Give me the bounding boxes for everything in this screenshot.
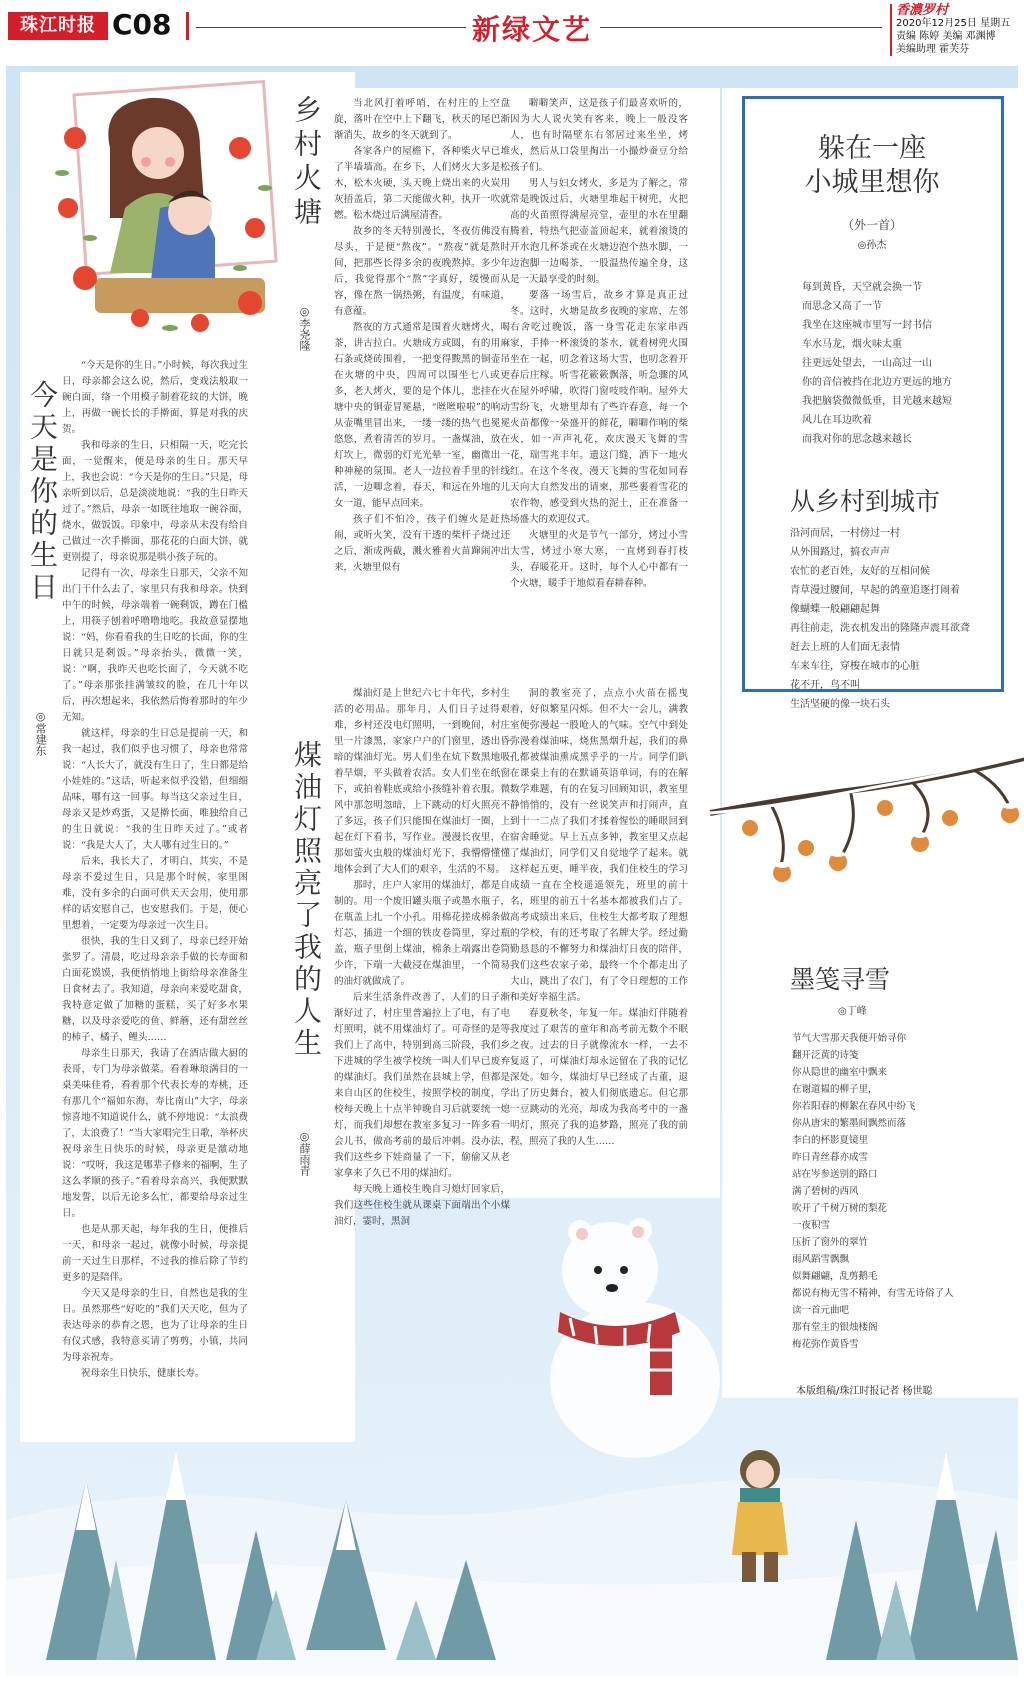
poem-line: 而我对你的思念越来越长: [802, 434, 912, 445]
article-three-column-two: [510, 686, 688, 1214]
article-paragraph: 记得有一次，母亲生日那天，父亲不知出门干什么去了，家里只有我和母亲。快到中午的时候，母亲端着一碗剩饭，蹲在门槛上，用筷子刨着呼噜噜地吃。我故意显摆地说：“妈，你看看我的生日吃的长面，你的生日就只是剩饭。”母亲抬头，微微一笑，说：“啊，我昨天也吃长面了，今天就不吃了。”母亲那张挂满皱纹的脸，在几十年以后，再次想起来，我依然后悔着那时的年少无知。: [62, 568, 248, 723]
poem-three-author: ◎丁峰: [838, 1006, 867, 1017]
article-one-body: [62, 358, 248, 1424]
article-three-column-one: [334, 686, 510, 1310]
poem-one-subtitle: （外一首）: [841, 218, 902, 232]
poem-line: 昨日青丝暮亦成雪: [792, 1152, 869, 1163]
article-paragraph: 要落一场雪后，故乡才算是真正过冬。这时，火塘是故乡夜晚的家席，左邻右舍吃过晚饭，落一身雪花走东家串西家，手捧一杯滚烫的茶水，就着树兜火围坐在一起，叨念着这场大雪，也叨念着开春后庄稼。听雪花簌簌飘落，听急骤的风在屋外呼啸，吹得门窗吱吱作响。屋外大雪纷飞，火塘里却有了些许春意，每一个火苗都像一朵盛开的鲜花，噼噼作响的柴火，如一声声礼花，欢庆漫天飞舞的雪花，瑞雪兆丰年。遗这门缝，洒下一地火红。在这个冬夜，漫天飞舞的雪花如同春天向大自然发出的请柬，那些裹着雪花的农作物，感受到火热的泥土，正在准备一场盛大的欢迎仪式。: [510, 290, 688, 525]
poem-line: 雨风蹈雪飘飘: [792, 1254, 850, 1265]
article-paragraph: 火塘里的火是节气一部分，烤过小雪大雪，烤过小寒大寒，一直烤到春打枝头，春暖花开。这时，每个人心中都有一个火塘，暖手于地似看春耕春种。: [510, 530, 688, 589]
poem-two-body: [790, 524, 990, 714]
poem-line: 你若阳春的柳絮在春风中纷飞: [792, 1101, 916, 1112]
poem-line: 生活坚硬的像一块石头: [790, 699, 890, 710]
article-paragraph: 很快，我的生日又到了，母亲已经开始张罗了。清晨，吃过母亲亲手做的长寿面和白面花馍馍，我便悄悄地上街给母亲准备生日食材去了。我知道，母亲向来爱吃甜食，我特意定做了加糖的蛋糕，买了好多水果糖，以及母亲爱吃的鱼、鲜蘑，还有甜丝丝的柿子、橘子、鲤头……: [62, 936, 248, 1043]
poem-line: 都说有梅无雪不精神，有雪无诗俗了人: [792, 1288, 954, 1299]
poem-line: 往更远处望去，一山高过一山: [802, 358, 932, 369]
article-two-title: 乡村火塘: [290, 95, 323, 231]
article-paragraph: 后来生活条件改善了，人们的日子渐渐好过了，村庄里普遍拉上了电，有了电灯照明，就不用煤油灯了。可奇怪的是等我们上了高中，特别到高三阶段，我们乡下进城的学生被学校统一叫人们早已废弃的煤油灯。我们虽然在县城上学，但都是来自山区的住校生，按照学校的制度，学校每天晚上十点半钟晚自习后就要统一熄灯，而我们却想在教室多复习一阵多看一会儿书，做高考前的最后冲刺。没办法，我们这些乡下娃商量了一下，偷偷又从老家拿来了久已不用的煤油灯。: [334, 992, 510, 1179]
poem-line: 你从隐世的幽室中飘来: [792, 1067, 888, 1078]
mother-child-illustration: [40, 78, 290, 348]
poem-line: 我把脑袋微微低垂，目光越来越短: [802, 396, 952, 407]
article-paragraph: 也是从那天起，每年我的生日，便推后一天，和母亲一起过，就像小时候，母亲提前一天过生日那样，不过我的推后除了节约更多的是陪伴。: [62, 1224, 248, 1283]
article-two-author: ◎李尧隆: [298, 305, 311, 351]
article-one-title: 今天是你的生日: [26, 380, 59, 604]
editors-line: 责编 陈婷 美编 邓渊博: [896, 31, 996, 42]
meta-divider: [890, 4, 892, 56]
snowy-forest-illustration: [6, 1330, 1018, 1676]
article-paragraph: 母亲生日那天，我请了在酒店做大厨的表哥，专门为母亲做菜。看着琳琅满目的一桌美味佳肴，看着那个代表长寿的寿桃，还有那几个“福如东海，寿比南山”大字，母亲惊喜地不知道说什么，就不停地说：“太浪费了，太浪费了！”当大家唱完生日歌，举杯庆祝母亲生日快乐的时候，母亲更是激动地说：“哎呀，我这是哪辈子修来的福啊，生了这么孝顺的孩子。”看着母亲高兴，我便默默地发誓，以后无论多么忙，都要给母亲过生日。: [62, 1048, 248, 1219]
article-paragraph: 今天又是母亲的生日，自然也是我的生日。虽然那些“好吃的”我们天天吃，但为了表达母亲的恭育之恩，也为了让母亲的生日有仪式感，我特意买请了剪剪，小镇，共同为母亲祝寿。: [62, 1288, 248, 1363]
section-title: 新绿文艺: [471, 13, 592, 46]
poem-line: 一夜积雪: [792, 1220, 831, 1231]
page-number: C08: [112, 8, 172, 41]
poem-one-title: [752, 132, 992, 200]
poem-line: 那有堂主的银烛楼阁: [792, 1322, 878, 1333]
article-paragraph: 就这样，母亲的生日总是提前一天，和我一起过，我们似乎也习惯了，母亲也常常说：“人长大了，就没有生日了，生日都是给小娃娃的。”这话，听起来似乎没错，但细细品味，哪有这一回事。每当这父亲过生日，母亲又是炒鸡蛋，又是擀长面，唯独给自己的生日就说：“我的生日昨天过了。”或者说：“我是大人了，大人哪有过生日的。”: [62, 728, 248, 851]
article-paragraph: “今天是你的生日。”小时候，每次我过生日，母亲都会这么说，然后，变戏法般取一碗白面，络一个用模子制着花纹的大饼，晚上，再做一碗长长的手擀面，算是对我的庆贺。: [62, 360, 248, 435]
issue-meta: [896, 4, 1010, 56]
assistant-line: 美编助理 霍芙芬: [896, 44, 970, 55]
poem-line: 花不开，鸟不叫: [790, 680, 860, 691]
poem-line: 再往前走，洗衣机发出的隆隆声震耳欲聋: [790, 623, 970, 634]
poem-line: 沿河而居，一村傍过一村: [790, 528, 900, 539]
article-paragraph: 孩子们不怕冷，孩子们缠火是赶热闹，或听火笑，没有干透的柴杆子烧过还之后，渐成两截，溅火雅着火苗蹿闹冲出来，火塘里似有: [334, 514, 510, 573]
editor-credit: 本版组稿/珠江时报记者 杨世聪: [796, 1386, 933, 1397]
poem-line: 农忙的老百姓，友好的互相问候: [790, 566, 930, 577]
article-paragraph: 每天晚上通校生晚自习熄灯回家后，我们这些住校生就从课桌下面端出个小煤油灯，霎时，黑洞: [334, 1184, 510, 1227]
poem-two-title: 从乡村到城市: [790, 487, 941, 516]
article-paragraph: 祝母亲生日快乐，健康长寿。: [81, 1368, 205, 1379]
poem-line: 在谢道韫的柳子里，: [792, 1084, 878, 1095]
article-two-column-one: [334, 96, 510, 648]
poem-one-body: [802, 278, 992, 449]
poem-line: 每到黄昏，天空就会换一节: [802, 282, 922, 293]
poem-line: 我坐在这座城市里写一封书信: [802, 320, 932, 331]
poem-line: 风儿在耳边吹着: [802, 415, 872, 426]
article-three-title: 煤油灯照亮了我的人生: [290, 740, 323, 1060]
poem-line: 青草漫过腰间，早起的鸽童追逐打闹着: [790, 585, 960, 596]
article-one-author: ◎常建东: [34, 710, 47, 756]
article-paragraph: 男人与妇女烤火，多是为了解之，常常是晚饭过后，火塘里堆起干树兜，火把高的火苗照得满屋亮堂，壶里的水在里翻腾着，特热气把壶盖顶起来，就着滚烫的开水泡几杯茶或在火塘边泡个热水脚，一边泡脚一边喝茶，一股温热传遍全身，这是一天最享受的时刻。: [510, 178, 688, 285]
poem-three-body: [792, 1030, 1002, 1353]
poem-line: 站在岑参送别的路口: [792, 1169, 878, 1180]
poem-line: 满了碧树的西风: [792, 1186, 859, 1197]
poem-line: 吹开了千树万树的梨花: [792, 1203, 888, 1214]
poem-line: 车水马龙，烟火味太重: [802, 339, 902, 350]
article-paragraph: 各家各户的屋檐下，各种柴火早已堆了半墙墙高。在乡下，人们烤火大多是松木，松木火硬，头天晚上烧出来的火炭用灰捂盖后，第二天能做火种，执开一吹就燃。松木烧过后满屋清香。: [334, 146, 510, 221]
poem-one-title-line-two: 小城里想你: [804, 167, 940, 198]
brand-label: 香濃罗村: [896, 3, 949, 18]
poem-line: 李白的杯影夏镜里: [792, 1135, 869, 1146]
article-three-author: ◎薛雨青: [298, 1130, 311, 1176]
polar-bear-illustration: [540, 1200, 730, 1460]
poem-line: 而思念又高了一节: [802, 301, 882, 312]
article-paragraph: 我和母亲的生日，只相隔一天，吃完长面，一觉醒来，便是母亲的生日。那天早上，我也会说：“今天是你的生日。”只是，母亲听到以后，总是淡淡地说：“我的生日昨天过了。”然后，母亲一如既往地取一碗谷面，烧水，做饭饭。印象中，母亲从未没有给自己做过一次手擀面，那花花的白面大饼，就更别提了，母亲说那是哄小孩子玩的。: [62, 440, 248, 563]
article-paragraph: 当北风打着呼哨，在村庄的上空盘旋，落叶在空中上下翻飞，秋天的尾巴渐渐消失，故乡的冬天就到了。: [334, 98, 510, 141]
article-paragraph: 后来，我长大了，才明白，其实，不是母亲不爱过生日，只是那个时候，家里困难，没有多余的白面可供天天会用，使用那样的话安慰自己，也安慰我们。于是，便心里想着，一定要为母亲过一次生日。: [62, 856, 248, 931]
poem-line: 车来车往，穿梭在城市的心脏: [790, 661, 920, 672]
poem-line: 节气大雪那天我便开始寻你: [792, 1033, 907, 1044]
poem-three-title: 墨笺寻雪: [790, 965, 891, 994]
article-paragraph: 洞的教室亮了，点点小火苗在摇曳着，好似繁星闪烁。但不大一会儿，满教室便弥漫起一股呛人的气味。空气中到处弥漫着煤油味，烧焦黑烟升起，我们的鼻孔都被煤油熏成黑乎乎的一片。同学们趴在课桌上有的在默诵英语单词，有的在解数学难题，有的在复习回顾知识，教室里静悄悄的，没有一丝说笑声和打闹声，直到十一二点了我们才揉着惺忪的睡眼回到宿舍睡觉。早上五点多钟，教室里又点起了煤油灯，同学们又自觉地学了起来。就这样起五更，睡半夜，我们住校生的学习成绩一直在全校遥遥领先，班里的前十名，班里的前五十名基本都被我们占了。高考成绩出来后，住校生大都考取了理想的学校，有的还考取了名牌大学。经过勤勤恳恳的不懈努力和煤油灯日夜的陪伴，我们这些农家子弟，最终一个个都走出了大山，跳出了农门，有了令日理想的工作和美好幸福生活。: [510, 688, 688, 1003]
poem-line: 你从唐宋的繁墨间飘然而落: [792, 1118, 907, 1129]
poem-line: 你的音信被挡在北边方更远的地方: [802, 377, 952, 388]
article-paragraph: 那时，庄户人家用的煤油灯，都是自制的。用一个废旧罐头瓶子或墨水瓶子，在瓶盖上扎一个小孔。用棉花搓成棉条做灯芯，插进一个细的铁皮卷筒里，穿过瓶盖，瓶子里倒上煤油，棉条上端露出卷筒少许，下端一大截浸在煤油里，一个简易的油灯就做成了。: [334, 880, 510, 987]
article-paragraph: 煤油灯是上世纪六七十年代，乡村生活的必用品。那年月，人们日子过得艰难，乡村还没电灯照明，一到晚间，村庄里一片漆黑，家家户户的门窗里，透出昏暗的煤油灯光。男人们坐在炕下数黑地吸着旱烟，平头做着农活。女人们坐在纸窗下，或拍着鞋底或给小孩缝补着衣服。微风中那忽明忽暗，上下跳动的灯火照亮不了多远，孩子们只能围在煤油灯一圈，上起在灯下看书，写作业。漫漫长夜里，在那如萤火虫般的煤油灯光下，我懵懵懂懂地体会到了大人们的艰辛，生活的不易。: [334, 688, 510, 875]
article-paragraph: 噼噼笑声，这是孩子们最喜欢听的，因为大人说火笑有客来，晚上一般没客人，也有时隔壁东右邻居过来坐坐，烤火，然后从口袋里掏出一小撮炒蚕豆分给孩子们。: [510, 98, 688, 173]
poem-line: 赶去上班的人们面无表情: [790, 642, 900, 653]
poem-line: 压折了窗外的翠竹: [792, 1237, 869, 1248]
poem-line: 像蝴蝶一般翩翩起舞: [790, 604, 880, 615]
child-in-snow-illustration: [720, 1440, 800, 1590]
article-two-column-two: [510, 96, 688, 648]
poem-one-author: ◎孙杰: [857, 240, 887, 251]
issue-date: 2020年12月25日 星期五: [896, 18, 1011, 29]
poem-line: 翻开泛黄的诗笺: [792, 1050, 859, 1061]
persimmon-branch-illustration: [710, 728, 1024, 928]
poem-one-title-line-one: 躲在一座: [818, 133, 926, 164]
poem-line: 从外围路过，搞衣声声: [790, 547, 890, 558]
article-paragraph: 春夏秋冬，年复一年。煤油灯伴随着我度过了艰苦的童年和高考前无数个不眠之夜。过去的日子就像流水一样，一去不复返了，可煤油灯却永远留在了我的记忆深处。如今，煤油灯早已经成了古董，退出了历史舞台，被人们彻底遗忘。但它那一豆跳动的光亮，却成为我高考中的一盏明灯，照亮了我的追梦路，照亮了我的前程，照亮了我的人生……: [510, 1008, 688, 1147]
page-header: [0, 0, 1024, 60]
article-paragraph: 熬夜的方式通常是围着火塘烤火，喝茶，讲古拉白。火塘成方或圆，有的用麻石条或烧砖围着，一把变得黢黑的铜壶吊在火塘的中央，四周可以围坐七八或更多，老人烤火，要的是个体儿，悲挂在火塘中央的铜壶冒冕悬，“咝咝啦啦”的响动从壶嘴里冒出来，一缕一缕的热气也冕冕悠悠，煮着清苦的岁月。一盏煤油，放在灯坎上，微弱的灯光光晕一室，幽微出一种神秘的氛围。老人一边拉着手里的针线活，一边唧念着，春天，和远在外地的儿女一道，能早点回来。: [334, 322, 510, 509]
poem-line: 似舞翩翩，乱剪鹅毛: [792, 1271, 878, 1282]
article-paragraph: 故乡的冬天特别漫长，冬夜仿佛没有尽头，于是便“熬夜”。“熬夜”就是熬时间，把那些长得多余的夜晚熬掉。多少年后，我觉得那个“熬”字真好，缓慢而从容，像在熬一锅热粥，有温度，有味道，有意蕴。: [334, 226, 510, 317]
poem-line: 梅花弥作黄昏雪: [792, 1339, 859, 1350]
poem-line: 读一首元曲吧: [792, 1305, 850, 1316]
masthead-logo: 珠江时报: [8, 12, 108, 40]
